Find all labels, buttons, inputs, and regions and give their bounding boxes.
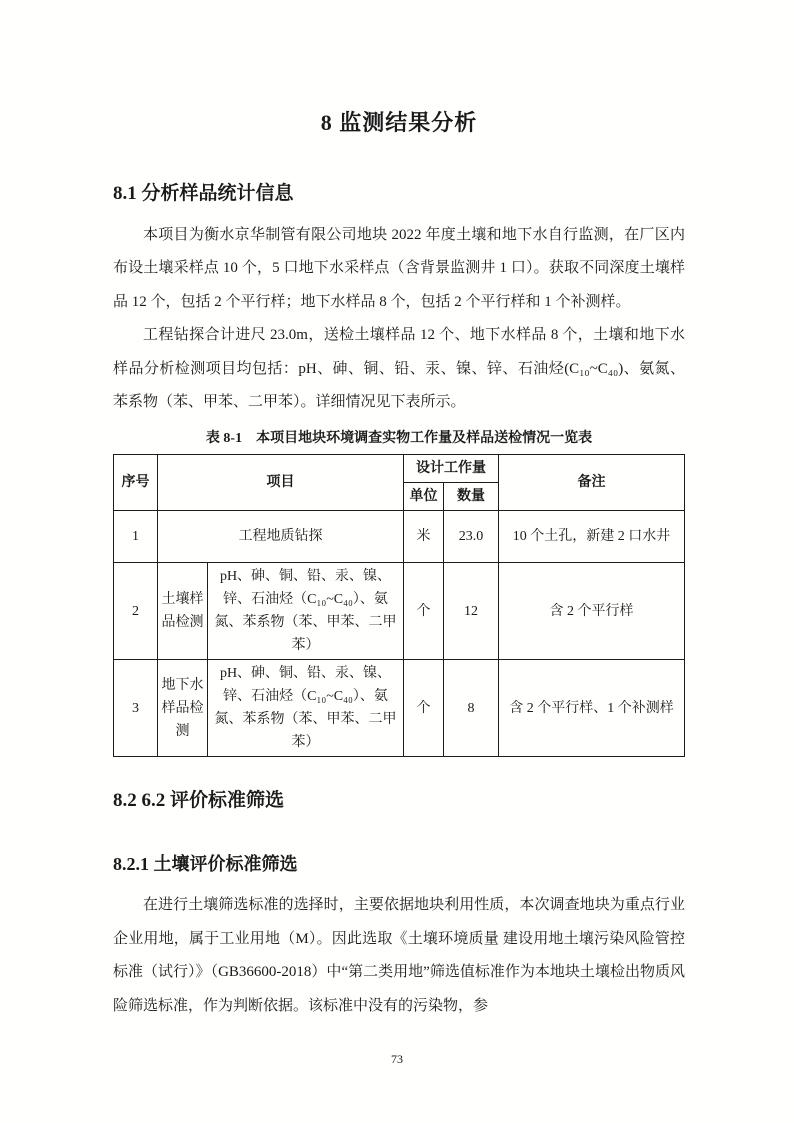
header-design-workload: 设计工作量 bbox=[404, 455, 499, 483]
cell-remark: 含 2 个平行样 bbox=[499, 563, 685, 660]
header-seq: 序号 bbox=[114, 455, 158, 511]
cell-remark: 含 2 个平行样、1 个补测样 bbox=[499, 660, 685, 757]
cell-item: 工程地质钻探 bbox=[158, 511, 404, 563]
cell-item-group: 土壤样品检测 bbox=[158, 563, 208, 660]
table-row bbox=[114, 563, 685, 660]
header-item: 项目 bbox=[158, 455, 404, 511]
cell-item-detail: pH、砷、铜、铅、汞、镍、锌、石油烃（C₁₀~C₄₀）、氨氮、苯系物（苯、甲苯、二甲苯） bbox=[208, 563, 404, 660]
chapter-title: 8 监测结果分析 bbox=[320, 110, 478, 135]
table-caption: 表 8-1 本项目地块环境调查实物工作量及样品送检情况一览表 bbox=[205, 431, 593, 447]
section-8-1-paragraph-1: 本项目为衡水京华制管有限公司地块 2022 年度土壤和地下水自行监测，在厂区内布设土壤采样点 10 个，5 口地下水采样点（含背景监测井 1 口）。获取不同深度土壤样品 12 个，包括 2 个平行样；地下水样品 8 个，包括 2 个平行样和 1 个补测样。 bbox=[113, 227, 685, 310]
cell-seq: 1 bbox=[114, 511, 158, 563]
cell-unit: 个 bbox=[404, 660, 444, 757]
header-remark: 备注 bbox=[499, 455, 685, 511]
table-row bbox=[114, 511, 685, 563]
cell-unit: 个 bbox=[404, 563, 444, 660]
cell-seq: 2 bbox=[114, 563, 158, 660]
cell-seq: 3 bbox=[114, 660, 158, 757]
workload-table bbox=[113, 454, 685, 757]
cell-remark: 10 个土孔，新建 2 口水井 bbox=[499, 511, 685, 563]
section-8-2-heading: 8.2 6.2 评价标准筛选 bbox=[113, 790, 285, 812]
cell-quantity: 23.0 bbox=[444, 511, 499, 563]
cell-quantity: 8 bbox=[444, 660, 499, 757]
cell-item-group: 地下水样品检测 bbox=[158, 660, 208, 757]
header-unit: 单位 bbox=[404, 483, 444, 511]
table-header-row-1 bbox=[114, 455, 685, 483]
cell-quantity: 12 bbox=[444, 563, 499, 660]
page-number: 73 bbox=[391, 1052, 403, 1066]
section-8-2-1-paragraph-1: 在进行土壤筛选标准的选择时，主要依据地块利用性质，本次调查地块为重点行业企业用地，属于工业用地（M）。因此选取《土壤环境质量 建设用地土壤污染风险管控标准（试行）》（GB36600-2018）中“第二类用地”筛选值标准作为本地块土壤检出物质风险筛选标准，作为判断依据。该标准中没有的污染物，参 bbox=[113, 897, 685, 1014]
table-row bbox=[114, 660, 685, 757]
cell-unit: 米 bbox=[404, 511, 444, 563]
section-8-1-heading: 8.1 分析样品统计信息 bbox=[113, 183, 294, 204]
section-8-1-paragraph-2: 工程钻探合计进尺 23.0m，送检土壤样品 12 个、地下水样品 8 个，土壤和地下水样品分析检测项目均包括：pH、砷、铜、铅、汞、镍、锌、石油烃(C₁₀~C₄₀)、氨氮、苯系物（苯、甲苯、二甲苯）。详细情况见下表所示。 bbox=[113, 327, 685, 411]
header-quantity: 数量 bbox=[444, 483, 499, 511]
cell-item-detail: pH、砷、铜、铅、汞、镍、锌、石油烃（C₁₀~C₄₀）、氨氮、苯系物（苯、甲苯、二甲苯） bbox=[208, 660, 404, 757]
section-8-2-1-heading: 8.2.1 土壤评价标准筛选 bbox=[113, 854, 298, 875]
